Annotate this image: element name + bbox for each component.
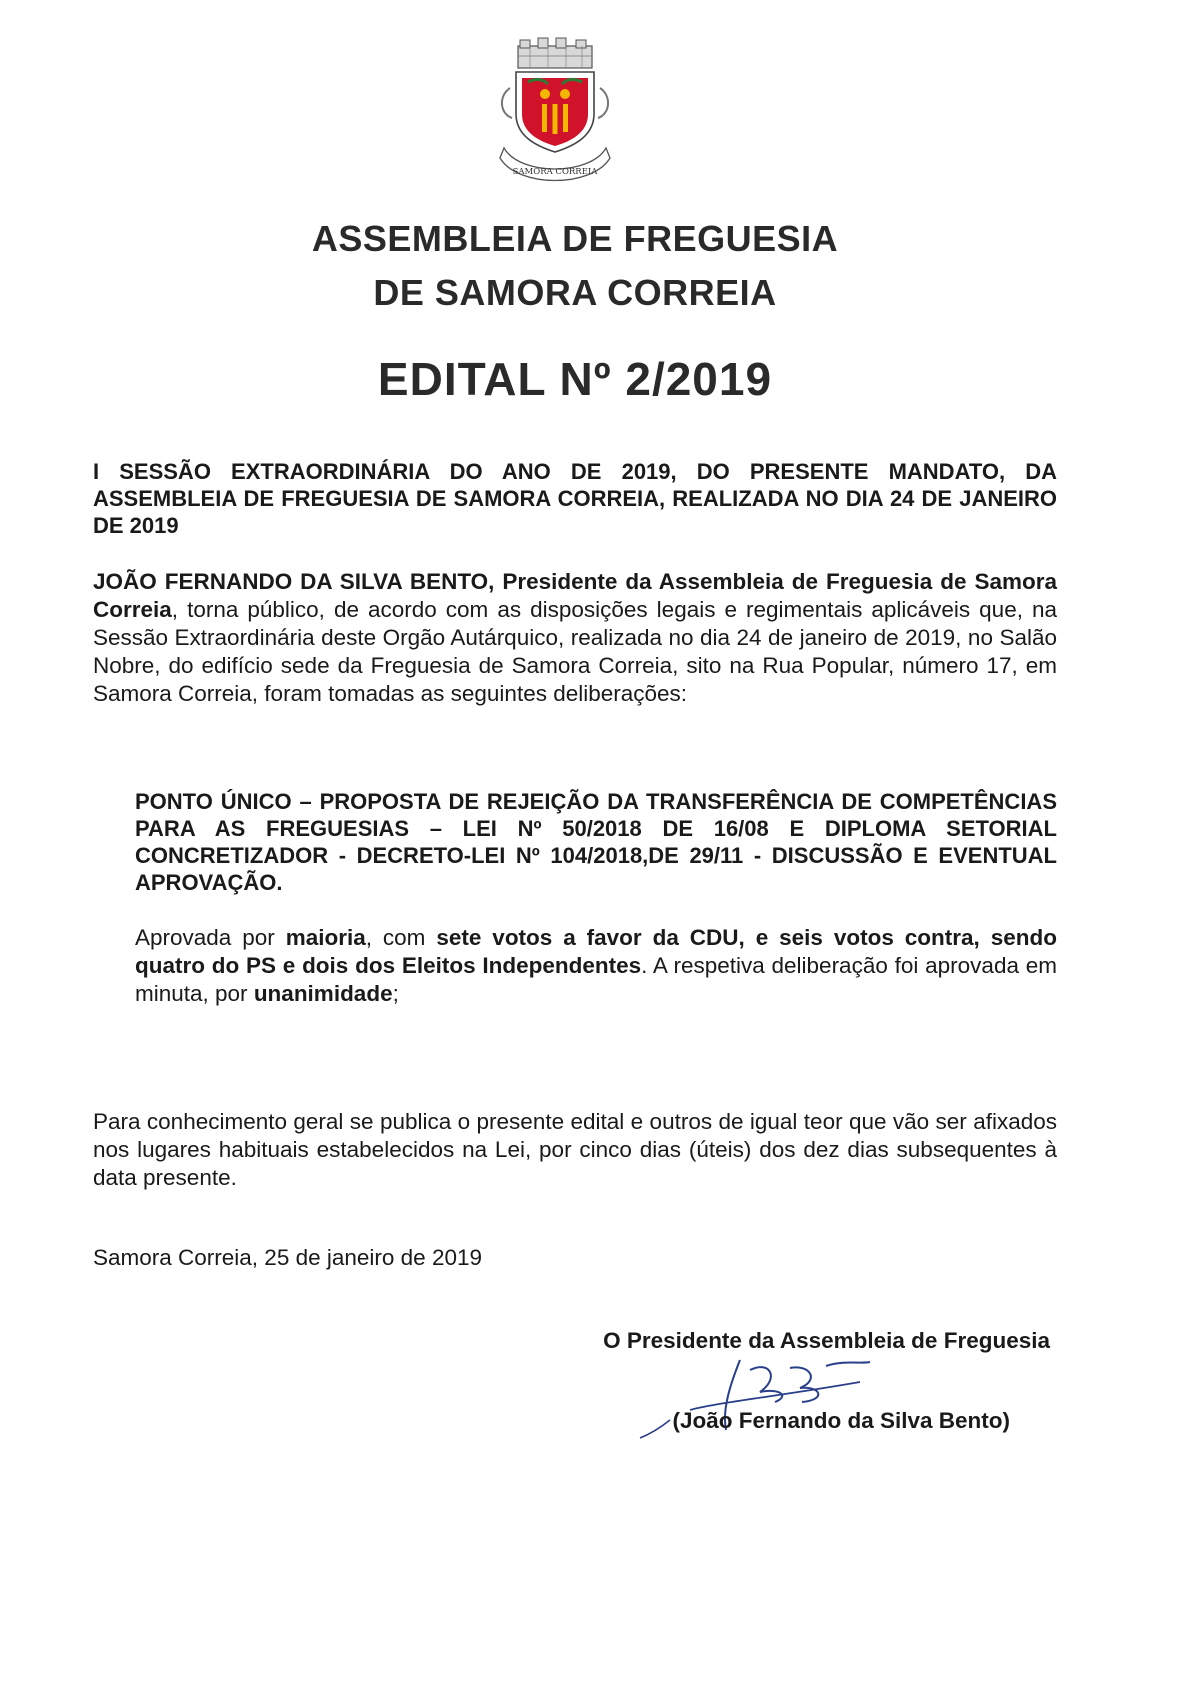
result-votes: sete votos a favor da CDU, e seis votos contra, sendo quatro do PS e dois dos Eleitos Independentes bbox=[135, 925, 1057, 978]
assembly-title-line2: DE SAMORA CORREIA bbox=[373, 272, 777, 313]
president-role: Presidente da Assembleia de Freguesia de Samora Correia bbox=[93, 569, 1057, 622]
result-text-3: . A respetiva deliberação foi aprovada em minuta, por bbox=[135, 953, 1057, 1006]
intro-paragraph bbox=[93, 568, 1057, 708]
result-majority: maioria bbox=[285, 925, 366, 950]
session-heading: I SESSÃO EXTRAORDINÁRIA DO ANO DE 2019, DO PRESENTE MANDATO, DA ASSEMBLEIA DE FREGUESIA DE SAMORA CORREIA, REALIZADA NO DIA 24 DE JANEIRO DE 2019 bbox=[93, 459, 1057, 538]
result-unanimity: unanimidade bbox=[253, 981, 393, 1006]
date-place: Samora Correia, 25 de janeiro de 2019 bbox=[93, 1245, 482, 1270]
result-text-1: Aprovada por bbox=[135, 925, 286, 950]
signatory-name: (João Fernando da Silva Bento) bbox=[672, 1408, 1010, 1433]
assembly-title-line1: ASSEMBLEIA DE FREGUESIA bbox=[311, 218, 839, 259]
deliberation-result bbox=[135, 924, 1057, 1008]
intro-text: , torna público, de acordo com as disposições legais e regimentais aplicáveis que, na Sessão Extraordinária deste Orgão Autárquico, realizada no dia 24 de janeiro de 2019, no Salão Nobre, do edifício sede da Freguesia de Samora Correia, sito na Rua Popular, número 17, em Samora Correia, foram tomadas as seguintes deliberações: bbox=[93, 597, 1057, 706]
parish-crest-icon bbox=[490, 36, 620, 196]
president-name: JOÃO FERNANDO DA SILVA BENTO, bbox=[93, 569, 495, 594]
result-text-4: ; bbox=[392, 981, 399, 1006]
svg-text:SAMORA CORREIA: SAMORA CORREIA bbox=[512, 167, 598, 177]
general-notice: Para conhecimento geral se publica o presente edital e outros de igual teor que vão ser afixados nos lugares habituais estabelecidos na Lei, por cinco dias (úteis) dos dez dias subsequentes à data presente. bbox=[93, 1109, 1057, 1190]
agenda-item: PONTO ÚNICO – PROPOSTA DE REJEIÇÃO DA TRANSFERÊNCIA DE COMPETÊNCIAS PARA AS FREGUESIAS – LEI Nº 50/2018 DE 16/08 E DIPLOMA SETORIAL CONCRETIZADOR - DECRETO-LEI Nº 104/2018,DE 29/11 - DISCUSSÃO E EVENTUAL APROVAÇÃO. bbox=[135, 789, 1057, 895]
signature-title: O Presidente da Assembleia de Freguesia bbox=[603, 1328, 1050, 1353]
result-text-2: , com bbox=[365, 925, 437, 950]
edital-number: EDITAL Nº 2/2019 bbox=[377, 353, 773, 405]
